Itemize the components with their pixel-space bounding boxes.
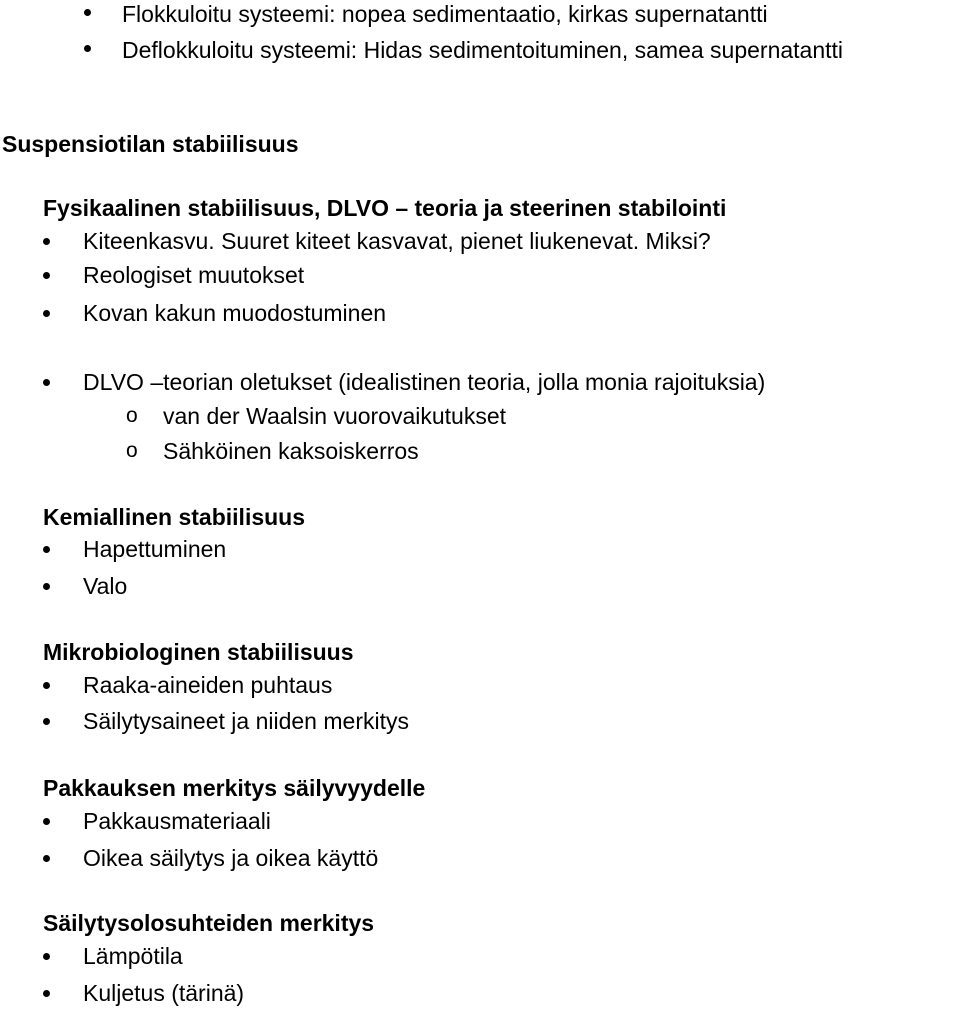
list-item: Kuljetus (tärinä) [83, 980, 245, 1006]
bullet-icon [43, 953, 50, 960]
circle-bullet-icon: o [126, 404, 138, 427]
list-item: Oikea säilytys ja oikea käyttö [83, 845, 379, 871]
section-title: Suspensiotilan stabiilisuus [2, 131, 299, 157]
storage-heading: Säilytysolosuhteiden merkitys [43, 910, 375, 936]
sub-list-item: van der Waalsin vuorovaikutukset [163, 403, 507, 429]
bullet-icon [43, 379, 50, 386]
bullet-icon [43, 818, 50, 825]
list-item: Kovan kakun muodostuminen [83, 300, 387, 326]
bullet-icon [43, 855, 50, 862]
list-item: Reologiset muutokset [83, 262, 305, 288]
bullet-icon [84, 45, 91, 52]
list-item: DLVO –teorian oletukset (idealistinen teoria, jolla monia rajoituksia) [83, 369, 766, 395]
bullet-icon [43, 546, 50, 553]
bullet-icon [43, 583, 50, 590]
list-item: Deflokkuloitu systeemi: Hidas sedimentoituminen, samea supernatantti [122, 37, 844, 63]
list-item: Säilytysaineet ja niiden merkitys [83, 708, 409, 734]
micro-heading: Mikrobiologinen stabiilisuus [43, 639, 354, 665]
list-item: Flokkuloitu systeemi: nopea sedimentaatio, kirkas supernatantti [122, 1, 768, 27]
list-item: Hapettuminen [83, 536, 227, 562]
bullet-icon [84, 9, 91, 16]
list-item: Raaka-aineiden puhtaus [83, 672, 333, 698]
physical-heading: Fysikaalinen stabiilisuus, DLVO – teoria ja steerinen stabilointi [43, 195, 727, 221]
bullet-icon [43, 310, 50, 317]
list-item: Pakkausmateriaali [83, 808, 271, 834]
circle-bullet-icon: o [126, 439, 138, 462]
packaging-heading: Pakkauksen merkitys säilyvyydelle [43, 775, 426, 801]
sub-list-item: Sähköinen kaksoiskerros [163, 438, 419, 464]
list-item: Lämpötila [83, 943, 183, 969]
list-item: Valo [83, 573, 128, 599]
list-item: Kiteenkasvu. Suuret kiteet kasvavat, pienet liukenevat. Miksi? [83, 228, 711, 254]
bullet-icon [43, 272, 50, 279]
bullet-icon [43, 718, 50, 725]
bullet-icon [43, 238, 50, 245]
bullet-icon [43, 682, 50, 689]
chemical-heading: Kemiallinen stabiilisuus [43, 504, 306, 530]
bullet-icon [43, 990, 50, 997]
